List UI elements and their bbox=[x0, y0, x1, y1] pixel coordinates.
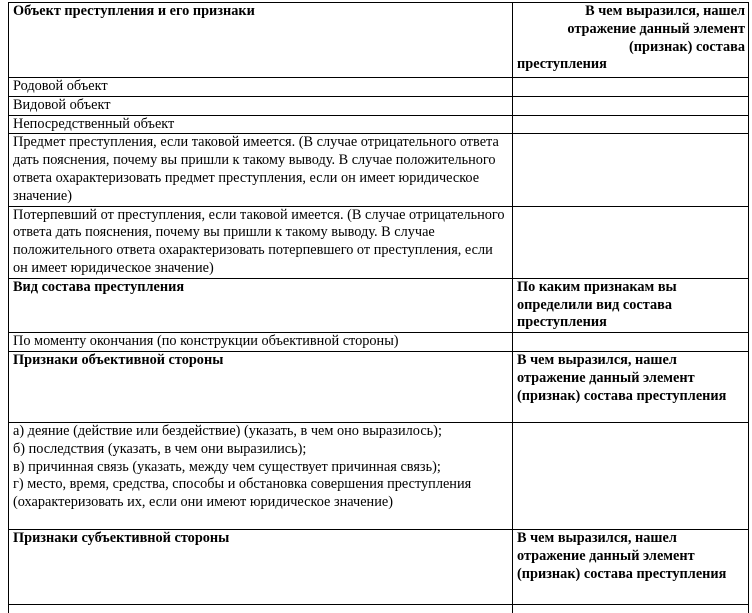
objective-items-cell bbox=[9, 422, 513, 529]
list-item: а) деяние (действие или бездействие) (указать, в чем оно выразилось); bbox=[13, 422, 442, 439]
table-row bbox=[9, 333, 749, 352]
table-row bbox=[9, 3, 749, 78]
header-expression-line: отражение данный элемент bbox=[567, 20, 745, 37]
table-row bbox=[9, 78, 749, 97]
table-row bbox=[9, 115, 749, 134]
table-row bbox=[9, 422, 749, 529]
table-row bbox=[9, 278, 749, 332]
header-objective-side-cell: Признаки объективной стороны bbox=[9, 351, 513, 422]
table-row bbox=[9, 206, 749, 278]
table-row bbox=[9, 134, 749, 206]
generic-object-cell: Родовой объект bbox=[9, 78, 513, 97]
completion-answer-cell[interactable] bbox=[513, 333, 749, 352]
header-expression-line: преступления bbox=[517, 56, 607, 73]
header-crime-type-criteria-cell: По каким признакам вы определили вид состава преступления bbox=[513, 278, 749, 332]
victim-cell: Потерпевший от преступления, если таковой имеется. (В случае отрицательного ответа дать пояснения, почему вы пришли к такому выводу. В случае положительного ответа охарактеризовать потерпевшего от преступления, если он имеет юридическое значение) bbox=[9, 206, 513, 278]
specific-object-cell: Видовой объект bbox=[9, 96, 513, 115]
header-expression-cell bbox=[513, 3, 749, 78]
completion-cell: По моменту окончания (по конструкции объективной стороны) bbox=[9, 333, 513, 352]
header-expression-line: В чем выразился, нашел bbox=[585, 3, 745, 19]
header-subjective-side-cell: Признаки субъективной стороны bbox=[9, 529, 513, 604]
subject-matter-cell: Предмет преступления, если таковой имеется. (В случае отрицательного ответа дать пояснения, почему вы пришли к такому выводу. В случае положительного ответа охарактеризовать предмет преступления, если он имеет юридическое значение) bbox=[9, 134, 513, 206]
direct-object-cell: Непосредственный объект bbox=[9, 115, 513, 134]
header-objective-expression-cell: В чем выразился, нашел отражение данный элемент (признак) состава преступления bbox=[513, 351, 749, 422]
list-item: г) место, время, средства, способы и обстановка совершения преступления (охарактеризовать их, если они имеют юридическое значение) bbox=[13, 476, 472, 511]
table-row bbox=[9, 604, 749, 613]
crime-analysis-table bbox=[8, 2, 749, 613]
table-row bbox=[9, 351, 749, 422]
list-item: в) причинная связь (указать, между чем существует причинная связь); bbox=[13, 458, 441, 475]
list-item: б) последствия (указать, в чем они выразились); bbox=[13, 440, 307, 457]
direct-object-answer-cell[interactable] bbox=[513, 115, 749, 134]
header-crime-type-cell: Вид состава преступления bbox=[9, 278, 513, 332]
empty-cell bbox=[9, 604, 513, 613]
header-expression-line: (признак) состава bbox=[629, 38, 745, 55]
table-row bbox=[9, 529, 749, 604]
header-subjective-expression-cell: В чем выразился, нашел отражение данный элемент (признак) состава преступления bbox=[513, 529, 749, 604]
empty-answer-cell[interactable] bbox=[513, 604, 749, 613]
header-object-cell: Объект преступления и его признаки bbox=[9, 3, 513, 78]
objective-answer-cell[interactable] bbox=[513, 422, 749, 529]
subject-matter-answer-cell[interactable] bbox=[513, 134, 749, 206]
victim-answer-cell[interactable] bbox=[513, 206, 749, 278]
table-row bbox=[9, 96, 749, 115]
generic-object-answer-cell[interactable] bbox=[513, 78, 749, 97]
specific-object-answer-cell[interactable] bbox=[513, 96, 749, 115]
